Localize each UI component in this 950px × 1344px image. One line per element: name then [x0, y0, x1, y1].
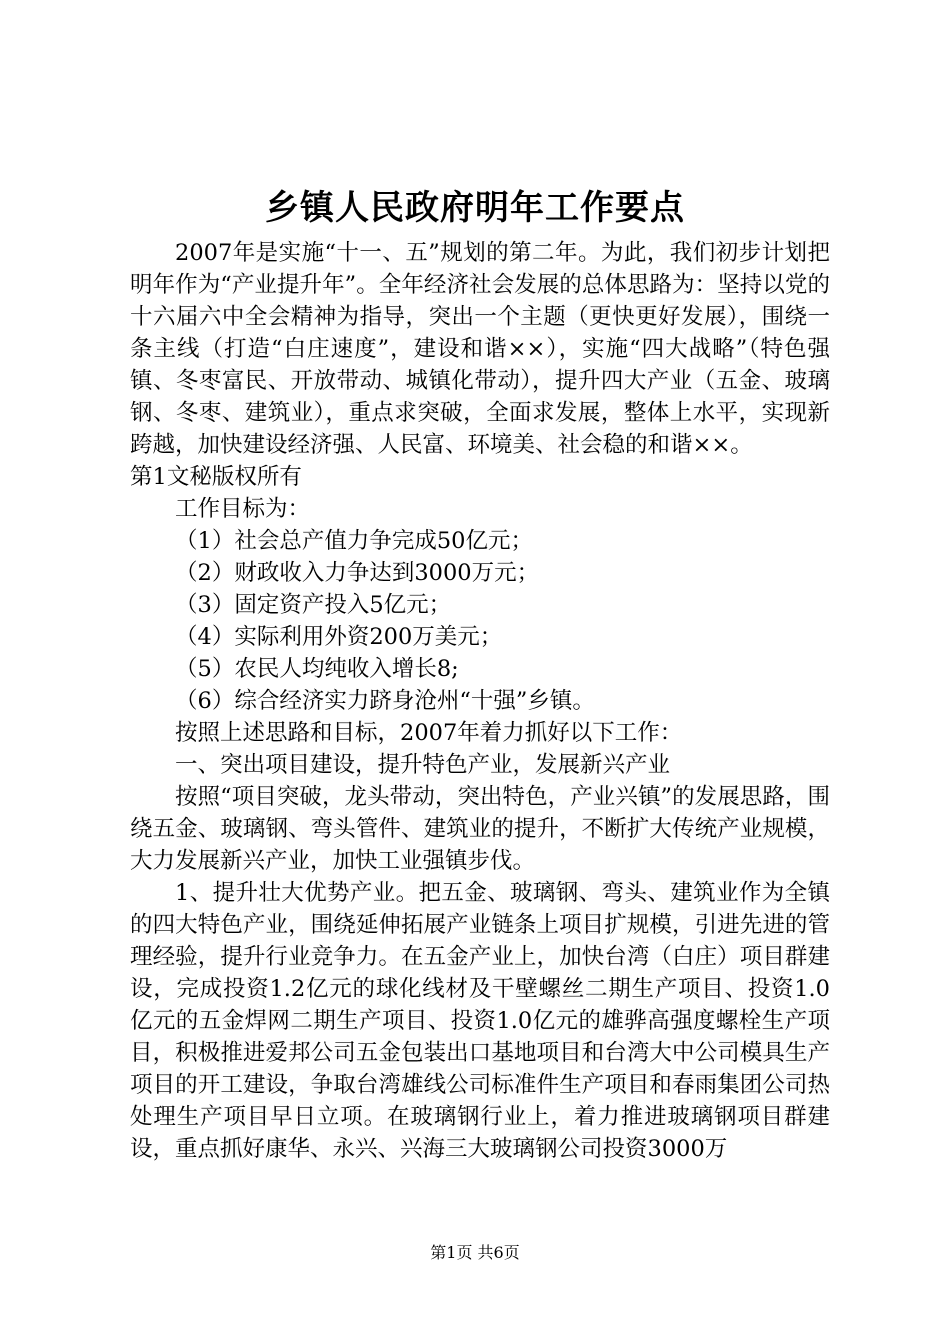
- goal-item-5: （5）农民人均纯收入增长8;: [175, 656, 459, 682]
- goal-item-1: （1）社会总产值力争完成50亿元；: [175, 528, 533, 554]
- goal-item-3: （3）固定资产投入5亿元；: [175, 592, 452, 618]
- work-intro: 按照上述思路和目标，2007年着力抓好以下工作：: [175, 720, 683, 746]
- document-title: 乡镇人民政府明年工作要点: [265, 188, 685, 228]
- goal-item-4: （4）实际利用外资200万美元；: [175, 624, 503, 650]
- section1-paragraph: 按照“项目突破，龙头带动，突出特色，产业兴镇”的发展思路，围绕五金、玻璃钢、弯头管件、建筑业的提升，不断扩大传统产业规模，大力发展新兴产业，加快工业强镇步伐。: [130, 784, 830, 874]
- goal-item-2: （2）财政收入力争达到3000万元；: [175, 560, 540, 586]
- section1-item1: 1、提升壮大优势产业。把五金、玻璃钢、弯头、建筑业作为全镇的四大特色产业，围绕延伸拓展产业链条上项目扩规模，引进先进的管理经验，提升行业竞争力。在五金产业上，加快台湾（白庄）项目群建设，完成投资1.2亿元的球化线材及干壁螺丝二期生产项目、投资1.0亿元的五金焊网二期生产项目、投资1.0亿元的雄骅高强度螺栓生产项目，积极推进爱邦公司五金包装出口基地项目和台湾大中公司模具生产项目的开工建设，争取台湾雄线公司标准件生产项目和春雨集团公司热处理生产项目早日立项。在玻璃钢行业上，着力推进玻璃钢项目群建设，重点抓好康华、永兴、兴海三大玻璃钢公司投资3000万: [130, 880, 830, 1162]
- goal-item-6: （6）综合经济实力跻身沧州“十强”乡镇。: [175, 688, 595, 714]
- copyright-line: 第1文秘版权所有: [130, 464, 302, 490]
- intro-paragraph: 2007年是实施“十一、五”规划的第二年。为此，我们初步计划把明年作为“产业提升年”。全年经济社会发展的总体思路为：坚持以党的十六届六中全会精神为指导，突出一个主题（更快更好发展），围绕一条主线（打造“白庄速度”，建设和谐××），实施“四大战略”（特色强镇、冬枣富民、开放带动、城镇化带动），提升四大产业（五金、玻璃钢、冬枣、建筑业），重点求突破，全面求发展，整体上水平，实现新跨越，加快建设经济强、人民富、环境美、社会稳的和谐××。: [130, 240, 830, 458]
- goals-intro: 工作目标为：: [175, 496, 311, 522]
- page-footer: 第1页 共6页: [430, 1243, 520, 1262]
- document-body: [130, 237, 830, 1165]
- section1-heading: 一、突出项目建设，提升特色产业，发展新兴产业: [175, 752, 671, 778]
